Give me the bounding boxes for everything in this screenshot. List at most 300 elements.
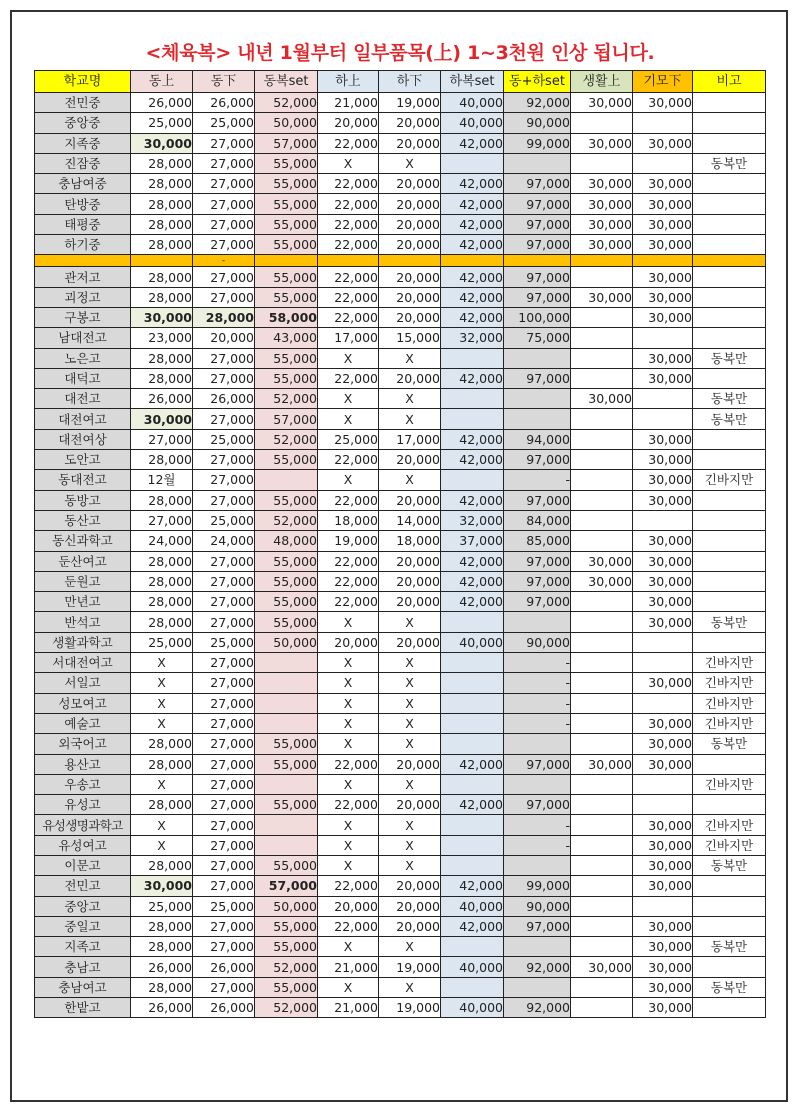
cell-winter-top: 30,000 [131, 409, 193, 429]
cell-winter-top: X [131, 815, 193, 835]
cell-remarks: 동복만 [693, 348, 766, 368]
cell-summer-top: 22,000 [318, 307, 379, 327]
cell-remarks [693, 287, 766, 307]
header-winter-top: 동上 [131, 71, 193, 93]
cell-winter-summer-set [504, 153, 571, 173]
table-row [35, 531, 766, 551]
cell-winter-summer-set: 97,000 [504, 490, 571, 510]
cell-summer-top: 22,000 [318, 235, 379, 255]
cell-winter-summer-set: 97,000 [504, 795, 571, 815]
cell-summer-set: 42,000 [441, 174, 504, 194]
table-row [35, 754, 766, 774]
cell-fleece-bottom: 30,000 [633, 450, 693, 470]
cell-summer-set: 42,000 [441, 592, 504, 612]
cell-casual-top: 30,000 [571, 287, 633, 307]
cell-casual-top [571, 409, 633, 429]
cell-summer-top: X [318, 673, 379, 693]
cell-remarks: 동복만 [693, 977, 766, 997]
cell-summer-top: X [318, 774, 379, 794]
school-name: 만년고 [35, 592, 131, 612]
cell-fleece-bottom: 30,000 [633, 855, 693, 875]
cell-remarks [693, 571, 766, 591]
school-name: 지족고 [35, 937, 131, 957]
cell-winter-top: 30,000 [131, 307, 193, 327]
table-row [35, 815, 766, 835]
cell-casual-top [571, 713, 633, 733]
cell-summer-top: X [318, 855, 379, 875]
school-name: 외국어고 [35, 734, 131, 754]
cell-winter-summer-set: 97,000 [504, 174, 571, 194]
cell-casual-top [571, 490, 633, 510]
cell-summer-bottom: X [379, 470, 441, 490]
cell-winter-summer-set: 97,000 [504, 916, 571, 936]
cell-winter-set [255, 653, 318, 673]
cell-fleece-bottom: 30,000 [633, 998, 693, 1018]
cell-winter-summer-set: 97,000 [504, 551, 571, 571]
cell-winter-top: X [131, 835, 193, 855]
cell-casual-top [571, 368, 633, 388]
cell-winter-summer-set: - [504, 835, 571, 855]
header-summer-bottom: 하下 [379, 71, 441, 93]
cell-summer-bottom: X [379, 713, 441, 733]
cell-casual-top [571, 592, 633, 612]
cell-summer-bottom: 20,000 [379, 795, 441, 815]
cell-fleece-bottom: 30,000 [633, 174, 693, 194]
cell-summer-bottom: X [379, 693, 441, 713]
table-row [35, 267, 766, 287]
school-name: 동산고 [35, 510, 131, 530]
cell-fleece-bottom: 30,000 [633, 754, 693, 774]
table-row [35, 551, 766, 571]
cell-fleece-bottom: 30,000 [633, 876, 693, 896]
cell-summer-top: 21,000 [318, 957, 379, 977]
cell-winter-set: 55,000 [255, 592, 318, 612]
cell-winter-top: X [131, 653, 193, 673]
cell-winter-set: 57,000 [255, 133, 318, 153]
cell-casual-top [571, 916, 633, 936]
cell-fleece-bottom: 30,000 [633, 916, 693, 936]
cell-fleece-bottom: 30,000 [633, 93, 693, 113]
cell-summer-top: X [318, 835, 379, 855]
cell-summer-top: X [318, 389, 379, 409]
cell-summer-set [441, 470, 504, 490]
cell-fleece-bottom [633, 153, 693, 173]
cell-summer-top: X [318, 409, 379, 429]
cell-winter-bottom: 26,000 [193, 93, 255, 113]
cell-summer-bottom: X [379, 774, 441, 794]
cell-winter-summer-set: 97,000 [504, 235, 571, 255]
table-row [35, 774, 766, 794]
cell-remarks: 긴바지만 [693, 470, 766, 490]
cell-winter-set: 43,000 [255, 328, 318, 348]
cell-summer-top: 22,000 [318, 916, 379, 936]
cell-remarks: 긴바지만 [693, 673, 766, 693]
cell-summer-bottom: 15,000 [379, 328, 441, 348]
school-name: 전민중 [35, 93, 131, 113]
cell-remarks: 긴바지만 [693, 774, 766, 794]
cell-summer-set: 42,000 [441, 368, 504, 388]
cell-winter-summer-set: 97,000 [504, 267, 571, 287]
cell-winter-top: 28,000 [131, 977, 193, 997]
cell-winter-summer-set: 100,000 [504, 307, 571, 327]
cell-winter-bottom: 27,000 [193, 612, 255, 632]
cell-winter-top: 28,000 [131, 287, 193, 307]
cell-summer-bottom: 20,000 [379, 113, 441, 133]
cell-summer-bottom: 19,000 [379, 93, 441, 113]
table-row [35, 389, 766, 409]
cell-summer-set: 42,000 [441, 450, 504, 470]
cell-casual-top [571, 632, 633, 652]
cell-remarks: 긴바지만 [693, 653, 766, 673]
separator-row [35, 255, 766, 267]
cell-winter-top: 28,000 [131, 235, 193, 255]
cell-winter-bottom: 25,000 [193, 896, 255, 916]
cell-winter-set: 52,000 [255, 389, 318, 409]
school-name: 둔원고 [35, 571, 131, 591]
cell-remarks: 동복만 [693, 389, 766, 409]
cell-winter-summer-set: 75,000 [504, 328, 571, 348]
cell-summer-bottom: 20,000 [379, 754, 441, 774]
cell-winter-top: 28,000 [131, 937, 193, 957]
cell-fleece-bottom: 30,000 [633, 429, 693, 449]
cell-winter-top: 28,000 [131, 450, 193, 470]
cell-winter-bottom: 25,000 [193, 632, 255, 652]
cell-casual-top [571, 612, 633, 632]
cell-winter-summer-set [504, 977, 571, 997]
school-name: 대전고 [35, 389, 131, 409]
cell-summer-set: 42,000 [441, 235, 504, 255]
table-row [35, 368, 766, 388]
table-row [35, 450, 766, 470]
cell-summer-set [441, 389, 504, 409]
cell-summer-top: 22,000 [318, 194, 379, 214]
table-row [35, 235, 766, 255]
cell-winter-set: 52,000 [255, 93, 318, 113]
cell-fleece-bottom: 30,000 [633, 612, 693, 632]
cell-remarks [693, 632, 766, 652]
cell-summer-set: 40,000 [441, 896, 504, 916]
cell-summer-set: 40,000 [441, 957, 504, 977]
cell-summer-top: 22,000 [318, 267, 379, 287]
cell-winter-set: 55,000 [255, 267, 318, 287]
cell-remarks [693, 450, 766, 470]
cell-casual-top [571, 113, 633, 133]
cell-fleece-bottom: 30,000 [633, 957, 693, 977]
cell-summer-bottom: X [379, 734, 441, 754]
cell-remarks [693, 531, 766, 551]
cell-winter-set: 55,000 [255, 348, 318, 368]
cell-winter-summer-set [504, 855, 571, 875]
cell-casual-top: 30,000 [571, 754, 633, 774]
cell-winter-summer-set: 97,000 [504, 287, 571, 307]
cell-summer-set: 42,000 [441, 916, 504, 936]
cell-summer-set [441, 612, 504, 632]
cell-winter-set: 55,000 [255, 235, 318, 255]
header-winter-set: 동복set [255, 71, 318, 93]
cell-summer-bottom: X [379, 653, 441, 673]
cell-winter-summer-set: 92,000 [504, 957, 571, 977]
cell-winter-set: 55,000 [255, 287, 318, 307]
cell-winter-summer-set: 97,000 [504, 592, 571, 612]
cell-summer-bottom: X [379, 612, 441, 632]
cell-summer-bottom: 20,000 [379, 916, 441, 936]
cell-winter-bottom: 25,000 [193, 429, 255, 449]
cell-winter-bottom: 27,000 [193, 287, 255, 307]
school-name: 남대전고 [35, 328, 131, 348]
cell-winter-set [255, 815, 318, 835]
table-row [35, 693, 766, 713]
cell-winter-summer-set: 84,000 [504, 510, 571, 530]
cell-summer-bottom: X [379, 855, 441, 875]
cell-remarks [693, 490, 766, 510]
cell-winter-summer-set: - [504, 653, 571, 673]
cell-winter-top: 28,000 [131, 348, 193, 368]
cell-winter-set: 55,000 [255, 194, 318, 214]
cell-fleece-bottom: 30,000 [633, 287, 693, 307]
school-name: 탄방중 [35, 194, 131, 214]
cell-winter-bottom: 25,000 [193, 113, 255, 133]
cell-summer-top: X [318, 470, 379, 490]
cell-winter-bottom: 27,000 [193, 815, 255, 835]
cell-winter-summer-set: - [504, 815, 571, 835]
cell-winter-bottom: 27,000 [193, 174, 255, 194]
cell-fleece-bottom: 30,000 [633, 551, 693, 571]
cell-winter-summer-set: 90,000 [504, 113, 571, 133]
cell-fleece-bottom [633, 328, 693, 348]
cell-summer-set [441, 734, 504, 754]
cell-winter-bottom: 27,000 [193, 754, 255, 774]
cell-summer-top: X [318, 612, 379, 632]
cell-summer-top: 22,000 [318, 287, 379, 307]
cell-winter-top: 30,000 [131, 133, 193, 153]
cell-winter-summer-set [504, 348, 571, 368]
cell-winter-top: 30,000 [131, 876, 193, 896]
cell-summer-bottom: X [379, 937, 441, 957]
cell-winter-summer-set [504, 612, 571, 632]
cell-casual-top [571, 876, 633, 896]
cell-winter-top: 28,000 [131, 368, 193, 388]
cell-casual-top [571, 510, 633, 530]
cell-winter-bottom: 27,000 [193, 916, 255, 936]
cell-summer-top: 19,000 [318, 531, 379, 551]
cell-casual-top [571, 673, 633, 693]
table-row [35, 307, 766, 327]
cell-summer-bottom: 20,000 [379, 490, 441, 510]
cell-summer-top: 22,000 [318, 450, 379, 470]
cell-winter-set: 55,000 [255, 368, 318, 388]
cell-winter-bottom: 27,000 [193, 368, 255, 388]
cell-winter-bottom: 27,000 [193, 450, 255, 470]
school-name: 하기중 [35, 235, 131, 255]
cell-fleece-bottom: 30,000 [633, 571, 693, 591]
school-name: 동신과학고 [35, 531, 131, 551]
cell-winter-top: 28,000 [131, 267, 193, 287]
cell-winter-top: 28,000 [131, 214, 193, 234]
cell-casual-top [571, 815, 633, 835]
table-row [35, 592, 766, 612]
cell-remarks: 긴바지만 [693, 713, 766, 733]
cell-winter-top: 28,000 [131, 795, 193, 815]
cell-remarks [693, 267, 766, 287]
cell-winter-bottom: 20,000 [193, 328, 255, 348]
cell-summer-top: 22,000 [318, 214, 379, 234]
cell-summer-set [441, 815, 504, 835]
cell-remarks [693, 429, 766, 449]
cell-casual-top [571, 977, 633, 997]
cell-summer-set [441, 673, 504, 693]
cell-casual-top [571, 795, 633, 815]
cell-remarks [693, 916, 766, 936]
cell-winter-summer-set: 94,000 [504, 429, 571, 449]
cell-summer-set: 40,000 [441, 632, 504, 652]
cell-winter-set: 55,000 [255, 490, 318, 510]
cell-winter-bottom: 27,000 [193, 693, 255, 713]
cell-casual-top [571, 429, 633, 449]
cell-winter-set: 57,000 [255, 409, 318, 429]
high-school-rows [35, 267, 766, 1018]
table-row [35, 835, 766, 855]
cell-summer-set: 42,000 [441, 551, 504, 571]
cell-summer-top: 22,000 [318, 571, 379, 591]
school-name: 용산고 [35, 754, 131, 774]
cell-winter-set: 55,000 [255, 855, 318, 875]
cell-winter-top: 27,000 [131, 429, 193, 449]
table-row [35, 632, 766, 652]
cell-summer-set [441, 835, 504, 855]
cell-winter-top: X [131, 774, 193, 794]
cell-winter-summer-set: - [504, 673, 571, 693]
table-row [35, 876, 766, 896]
school-name: 이문고 [35, 855, 131, 875]
cell-winter-summer-set: 97,000 [504, 214, 571, 234]
cell-winter-bottom: 27,000 [193, 653, 255, 673]
cell-fleece-bottom [633, 653, 693, 673]
cell-winter-top: 28,000 [131, 153, 193, 173]
table-row [35, 998, 766, 1018]
cell-winter-set: 55,000 [255, 153, 318, 173]
cell-remarks: 긴바지만 [693, 693, 766, 713]
cell-winter-summer-set [504, 409, 571, 429]
table-row [35, 133, 766, 153]
cell-summer-bottom: 20,000 [379, 368, 441, 388]
cell-remarks [693, 368, 766, 388]
cell-summer-set [441, 937, 504, 957]
cell-casual-top: 30,000 [571, 571, 633, 591]
cell-summer-bottom: 20,000 [379, 133, 441, 153]
cell-summer-set [441, 855, 504, 875]
table-row [35, 287, 766, 307]
cell-winter-set: 52,000 [255, 957, 318, 977]
cell-remarks: 동복만 [693, 409, 766, 429]
table-row [35, 328, 766, 348]
table-row [35, 653, 766, 673]
school-name: 관저고 [35, 267, 131, 287]
cell-summer-top: 22,000 [318, 174, 379, 194]
school-name: 충남고 [35, 957, 131, 977]
cell-winter-set: 55,000 [255, 795, 318, 815]
cell-casual-top [571, 896, 633, 916]
table-row [35, 795, 766, 815]
cell-winter-set: 55,000 [255, 734, 318, 754]
cell-summer-set [441, 653, 504, 673]
cell-fleece-bottom: 30,000 [633, 835, 693, 855]
cell-winter-set: 50,000 [255, 632, 318, 652]
cell-fleece-bottom: 30,000 [633, 133, 693, 153]
cell-winter-top: X [131, 713, 193, 733]
cell-remarks [693, 592, 766, 612]
school-name: 진잠중 [35, 153, 131, 173]
school-name: 전민고 [35, 876, 131, 896]
cell-winter-bottom: 24,000 [193, 531, 255, 551]
cell-winter-bottom: 27,000 [193, 409, 255, 429]
cell-fleece-bottom: 30,000 [633, 307, 693, 327]
cell-winter-set [255, 835, 318, 855]
table-row [35, 916, 766, 936]
cell-summer-bottom: 18,000 [379, 531, 441, 551]
cell-summer-bottom: 20,000 [379, 571, 441, 591]
table-row [35, 194, 766, 214]
cell-winter-set: 55,000 [255, 977, 318, 997]
page-title: <체육복> 내년 1월부터 일부품목(上) 1~3천원 인상 됩니다. [145, 42, 655, 64]
cell-summer-set: 42,000 [441, 194, 504, 214]
cell-winter-top: 25,000 [131, 896, 193, 916]
cell-winter-set: 52,000 [255, 429, 318, 449]
cell-winter-set: 52,000 [255, 998, 318, 1018]
cell-summer-set: 42,000 [441, 214, 504, 234]
cell-remarks: 동복만 [693, 734, 766, 754]
cell-winter-bottom: 25,000 [193, 510, 255, 530]
cell-winter-bottom: 27,000 [193, 876, 255, 896]
school-name: 성모여고 [35, 693, 131, 713]
cell-remarks [693, 998, 766, 1018]
school-name: 대전여고 [35, 409, 131, 429]
cell-summer-top: 22,000 [318, 876, 379, 896]
cell-casual-top [571, 774, 633, 794]
cell-winter-top: 26,000 [131, 998, 193, 1018]
cell-winter-summer-set: 99,000 [504, 133, 571, 153]
cell-summer-bottom: 20,000 [379, 194, 441, 214]
cell-winter-summer-set: 90,000 [504, 632, 571, 652]
cell-remarks [693, 194, 766, 214]
table-row [35, 93, 766, 113]
cell-fleece-bottom: 30,000 [633, 235, 693, 255]
cell-summer-top: X [318, 713, 379, 733]
header-winter-summer-set: 동+하set [504, 71, 571, 93]
table-row [35, 571, 766, 591]
cell-winter-top: 28,000 [131, 916, 193, 936]
separator-mark: - [193, 255, 255, 267]
cell-summer-bottom: 20,000 [379, 267, 441, 287]
table-row [35, 409, 766, 429]
cell-fleece-bottom [633, 389, 693, 409]
cell-winter-summer-set [504, 389, 571, 409]
cell-winter-set: 58,000 [255, 307, 318, 327]
cell-winter-bottom: 27,000 [193, 551, 255, 571]
cell-winter-top: 28,000 [131, 551, 193, 571]
header-row [35, 71, 766, 93]
cell-summer-set: 42,000 [441, 754, 504, 774]
cell-summer-top: 20,000 [318, 632, 379, 652]
cell-summer-set [441, 977, 504, 997]
cell-summer-set: 42,000 [441, 267, 504, 287]
cell-winter-top: 28,000 [131, 612, 193, 632]
cell-summer-bottom: 20,000 [379, 876, 441, 896]
cell-casual-top [571, 653, 633, 673]
cell-winter-set: 55,000 [255, 754, 318, 774]
cell-winter-set: 55,000 [255, 916, 318, 936]
cell-winter-top: 28,000 [131, 490, 193, 510]
cell-winter-bottom: 27,000 [193, 795, 255, 815]
